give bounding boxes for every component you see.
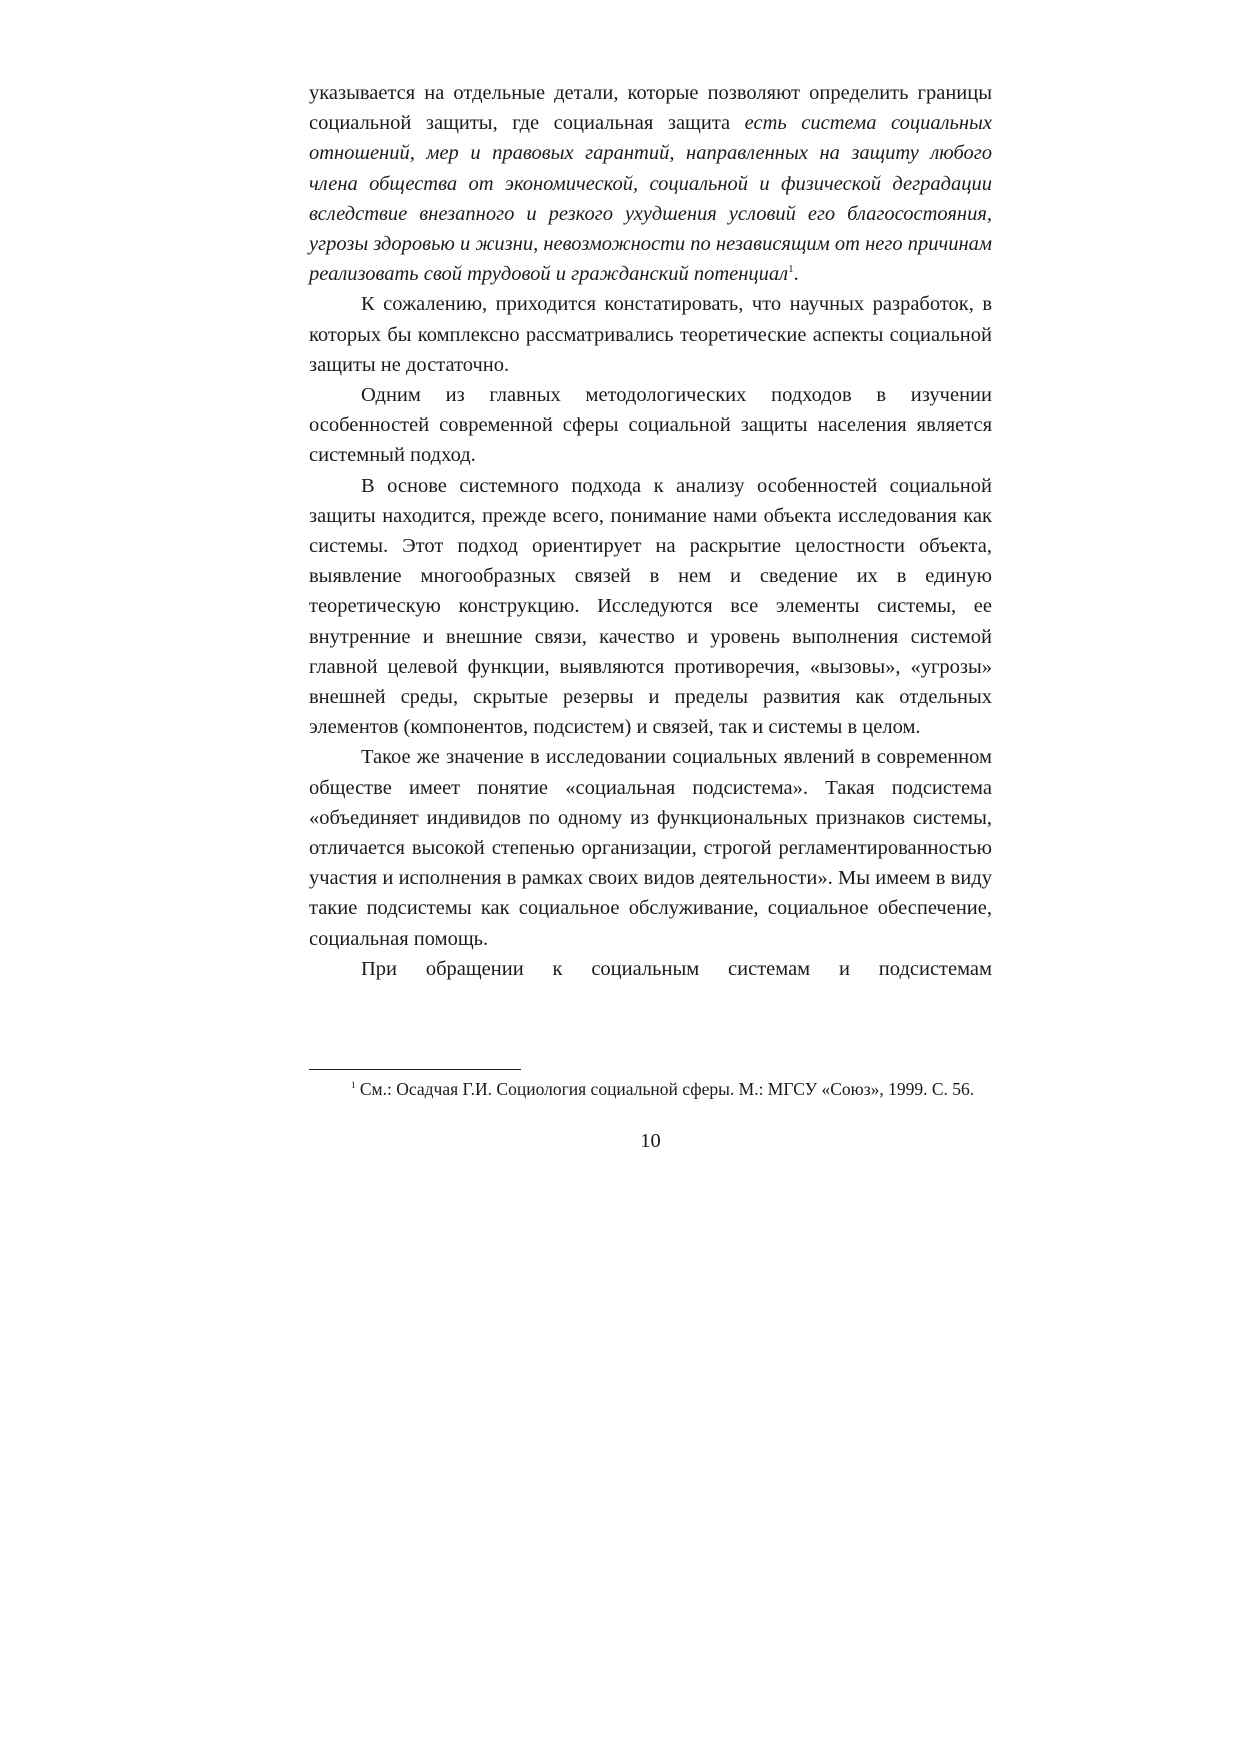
page-body <box>309 78 992 984</box>
page-number: 10 <box>640 1130 661 1152</box>
paragraph-1-end: . <box>793 263 799 286</box>
footnote-text: См.: Осадчая Г.И. Социология социальной сферы. М.: МГСУ «Союз», 1999. С. 56. <box>359 1079 975 1099</box>
paragraph-3: Одним из главных методологических подходов в изучении особенностей современной сферы социальной защиты населения является системный подход. <box>309 384 992 467</box>
paragraph-2: К сожалению, приходится констатировать, что научных разработок, в которых бы комплексно рассматривались теоретические аспекты социальной защиты не достаточно. <box>309 293 992 376</box>
footnote-reference: 1 <box>788 263 794 276</box>
paragraph-6: При обращении к социальным системам и подсистемам <box>361 957 992 980</box>
paragraph-1-italic: есть система социальных отношений, мер и правовых гарантий, направленных на защиту любого члена общества от экономической, социальной и физической деградации вследствие внезапного и резкого ухудшения условий его благосостояния, угрозы здоровью и жизни, невозможности по независящим от него причинам реализовать свой трудовой и гражданский потенциал <box>309 112 992 286</box>
footnote-divider <box>309 1069 521 1070</box>
footnote <box>309 1077 992 1101</box>
footnote-number: 1 <box>351 1080 356 1091</box>
paragraph-4: В основе системного подхода к анализу особенностей социальной защиты находится, прежде всего, понимание нами объекта исследования как системы. Этот подход ориентирует на раскрытие целостности объекта, выявление многообразных связей в нем и сведение их в единую теоретическую конструкцию. Исследуются все элементы системы, ее внутренние и внешние связи, качество и уровень выполнения системой главной целевой функции, выявляются противоречия, «вызовы», «угрозы» внешней среды, скрытые резервы и пределы развития как отдельных элементов (компонентов, подсистем) и связей, так и системы в целом. <box>309 474 992 739</box>
body-text <box>309 78 992 984</box>
paragraph-1 <box>309 78 992 289</box>
paragraph-1-plain: указывается на отдельные детали, которые позволяют определить границы социальной защиты, где социальная защита <box>309 82 992 135</box>
paragraph-5: Такое же значение в исследовании социальных явлений в современном обществе имеет понятие «социальная подсистема». Такая подсистема «объединяет индивидов по одному из функциональных признаков системы, отличается высокой степенью организации, строгой регламентированностью участия и исполнения в рамках своих видов деятельности». Мы имеем в виду такие подсистемы как социальное обслуживание, социальное обеспечение, социальная помощь. <box>309 746 992 950</box>
